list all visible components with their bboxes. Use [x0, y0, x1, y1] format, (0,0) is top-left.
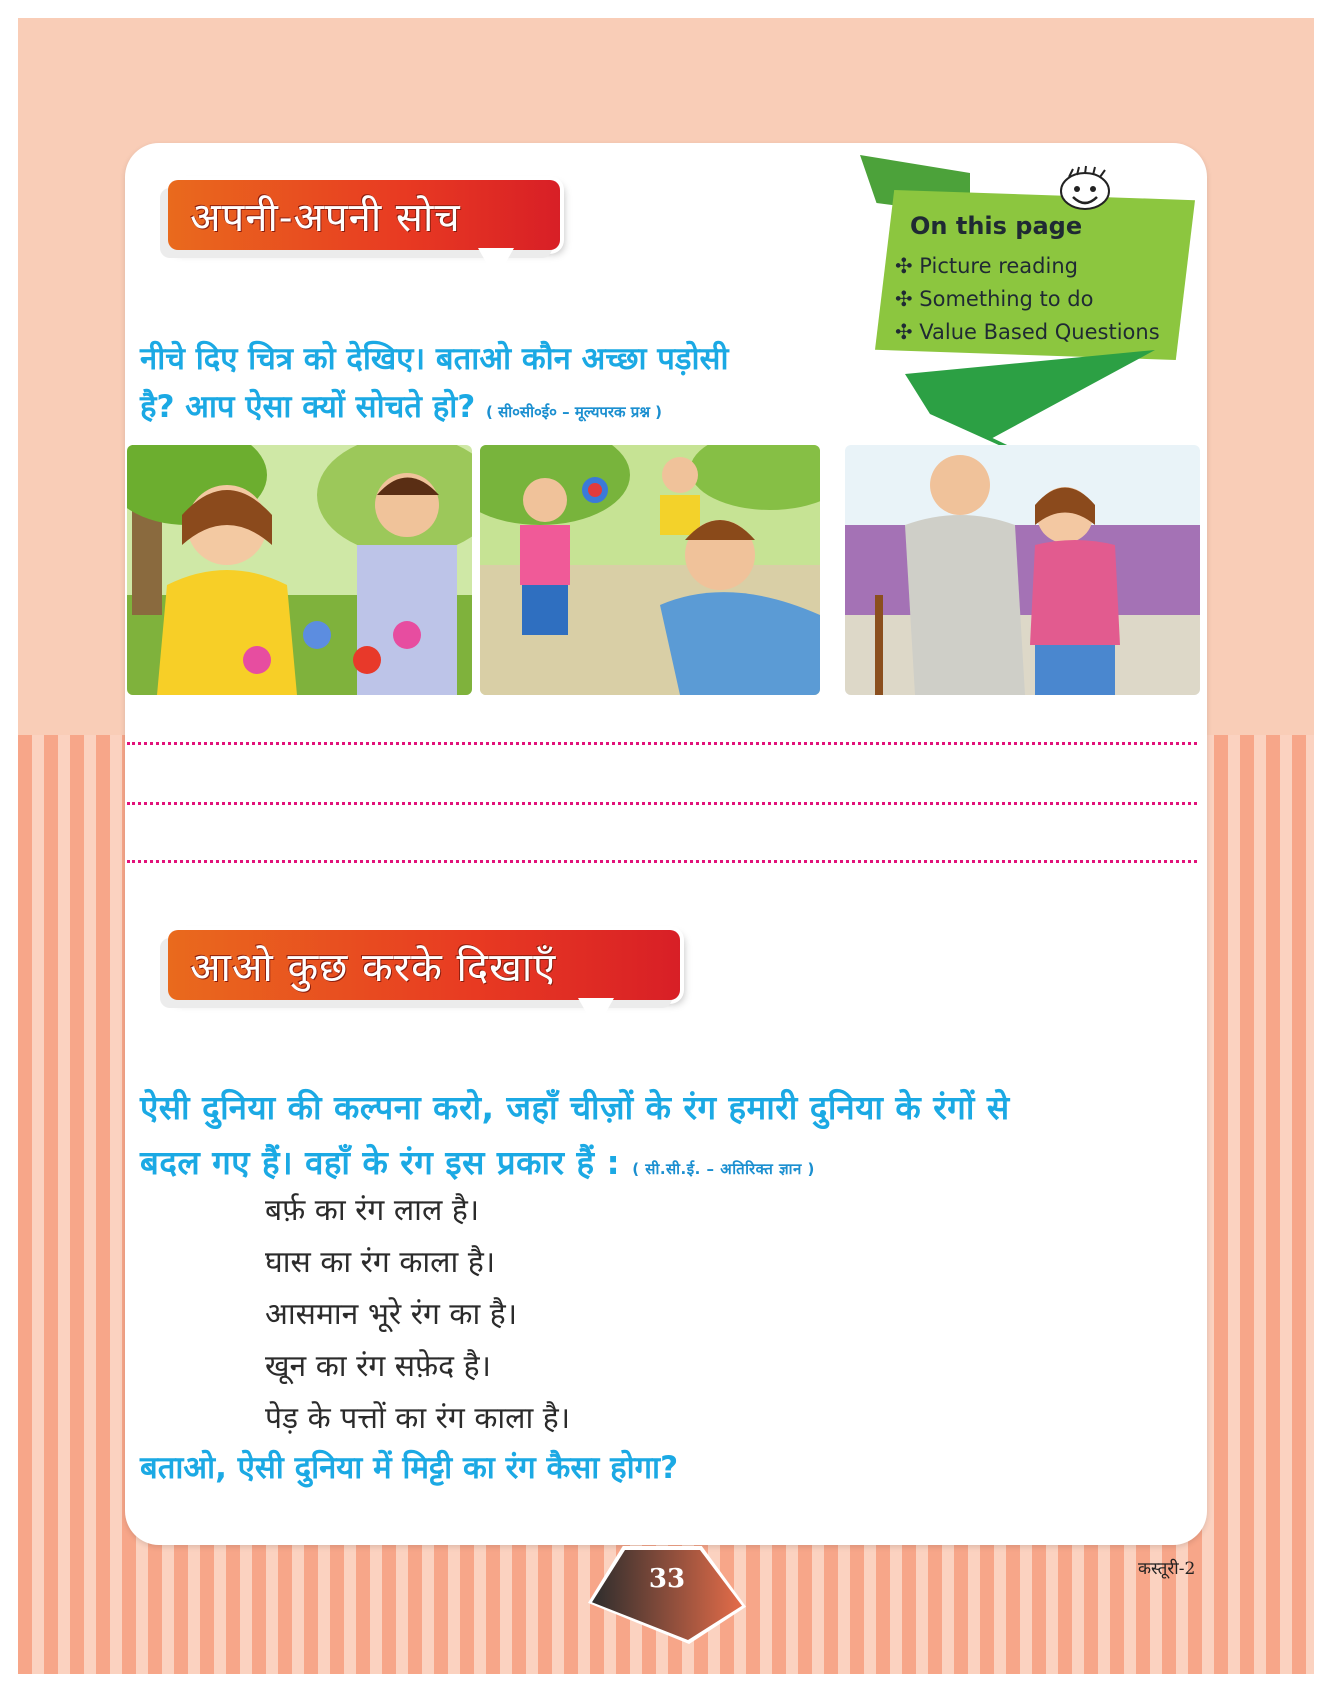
section1-title-banner [168, 180, 560, 250]
page-number: 33 [648, 1564, 686, 1594]
ribbon-item: ✣ Something to do [895, 287, 1094, 311]
list-item: खून का रंग सफ़ेद है। [265, 1349, 491, 1384]
list-item: पेड़ के पत्तों का रंग काला है। [265, 1401, 571, 1436]
banner-tail [478, 248, 514, 280]
list-item: आसमान भूरे रंग का है। [265, 1297, 518, 1332]
section2-title-banner [168, 930, 680, 1000]
section2-question: ऐसी दुनिया की कल्पना करो, जहाँ चीज़ों के रंग हमारी दुनिया के रंगों से बदल गए हैं। वहाँ के रंग इस प्रकार हैं : ( सी.सी.ई. – अतिरिक्त ज्ञान ) [140, 1088, 1010, 1182]
cce-note: ( सी.सी.ई. – अतिरिक्त ज्ञान ) [632, 1160, 815, 1178]
ribbon-item: ✣ Picture reading [895, 254, 1078, 278]
section2-title: आओ कुछ करके दिखाएँ [190, 944, 557, 991]
ribbon-list [895, 250, 1160, 349]
girl-helping-old-man-illustration [845, 445, 1200, 695]
ribbon-item: ✣ Value Based Questions [895, 320, 1160, 344]
section1-question: नीचे दिए चित्र को देखिए। बताओ कौन अच्छा पड़ोसी है? आप ऐसा क्यों सोचते हो? ( सी०सी०ई० – मूल्यपरक प्रश्न ) [140, 341, 729, 425]
banner-tail [578, 998, 614, 1030]
cce-note: ( सी०सी०ई० – मूल्यपरक प्रश्न ) [486, 403, 663, 421]
girl-picking-flowers-illustration [127, 445, 472, 695]
answer-line[interactable] [127, 742, 1197, 745]
final-question: बताओ, ऐसी दुनिया में मिट्टी का रंग कैसा होगा? [140, 1450, 679, 1486]
list-item: बर्फ़ का रंग लाल है। [265, 1193, 480, 1228]
smiley-face-icon [1055, 165, 1115, 213]
book-name: कस्तूरी-2 [1138, 1559, 1196, 1579]
list-item: घास का रंग काला है। [265, 1245, 496, 1280]
imaginary-colors-list [265, 1185, 570, 1445]
ribbon-title: On this page [910, 212, 1083, 240]
page-number-badge [592, 1550, 742, 1640]
section1-title: अपनी-अपनी सोच [190, 194, 461, 241]
answer-line[interactable] [127, 860, 1197, 863]
boys-playing-ball-illustration [480, 445, 820, 695]
answer-line[interactable] [127, 802, 1197, 805]
